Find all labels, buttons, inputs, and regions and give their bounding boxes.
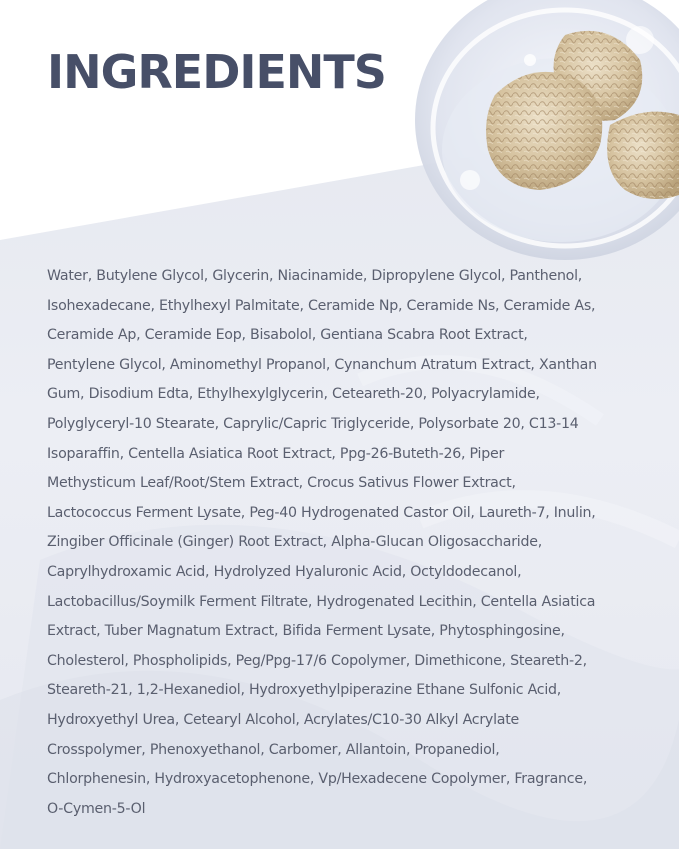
ingredient-list bbox=[47, 262, 647, 824]
page-title: INGREDIENTS bbox=[47, 45, 386, 99]
ingredient-line: Extract, Tuber Magnatum Extract, Bifida Ferment Lysate, Phytosphingosine, bbox=[47, 623, 565, 640]
ingredient-line: Crosspolymer, Phenoxyethanol, Carbomer, Allantoin, Propanediol, bbox=[47, 741, 500, 758]
ingredient-line: Cholesterol, Phospholipids, Peg/Ppg-17/6 Copolymer, Dimethicone, Steareth-2, bbox=[47, 652, 587, 669]
ingredient-line: Methysticum Leaf/Root/Stem Extract, Crocus Sativus Flower Extract, bbox=[47, 475, 516, 492]
ingredient-line: Polyglyceryl-10 Stearate, Caprylic/Capric Triglyceride, Polysorbate 20, C13-14 bbox=[47, 415, 579, 432]
ingredient-line: Water, Butylene Glycol, Glycerin, Niacinamide, Dipropylene Glycol, Panthenol, bbox=[47, 268, 583, 284]
ingredient-line: Hydroxyethyl Urea, Cetearyl Alcohol, Acrylates/C10-30 Alkyl Acrylate bbox=[47, 711, 520, 728]
ingredient-line: Gum, Disodium Edta, Ethylhexylglycerin, Ceteareth-20, Polyacrylamide, bbox=[47, 386, 540, 403]
ingredient-line: Lactobacillus/Soymilk Ferment Filtrate, Hydrogenated Lecithin, Centella Asiatica bbox=[47, 593, 596, 610]
ingredient-line: Lactococcus Ferment Lysate, Peg-40 Hydrogenated Castor Oil, Laureth-7, Inulin, bbox=[47, 504, 596, 521]
ingredient-line: O-Cymen-5-Ol bbox=[47, 800, 146, 817]
ingredient-line: Steareth-21, 1,2-Hexanediol, Hydroxyethylpiperazine Ethane Sulfonic Acid, bbox=[47, 682, 562, 699]
ingredient-line: Isoparaffin, Centella Asiatica Root Extract, Ppg-26-Buteth-26, Piper bbox=[47, 445, 505, 462]
ingredient-line: Ceramide Ap, Ceramide Eop, Bisabolol, Gentiana Scabra Root Extract, bbox=[47, 327, 528, 344]
ingredient-line: Chlorphenesin, Hydroxyacetophenone, Vp/Hexadecene Copolymer, Fragrance, bbox=[47, 771, 588, 788]
ingredient-line: Caprylhydroxamic Acid, Hydrolyzed Hyaluronic Acid, Octyldodecanol, bbox=[47, 563, 522, 580]
ingredient-line: Isohexadecane, Ethylhexyl Palmitate, Ceramide Np, Ceramide Ns, Ceramide As, bbox=[47, 297, 596, 314]
ingredient-line: Zingiber Officinale (Ginger) Root Extract, Alpha-Glucan Oligosaccharide, bbox=[47, 534, 542, 551]
ingredient-line: Pentylene Glycol, Aminomethyl Propanol, Cynanchum Atratum Extract, Xanthan bbox=[47, 356, 597, 373]
